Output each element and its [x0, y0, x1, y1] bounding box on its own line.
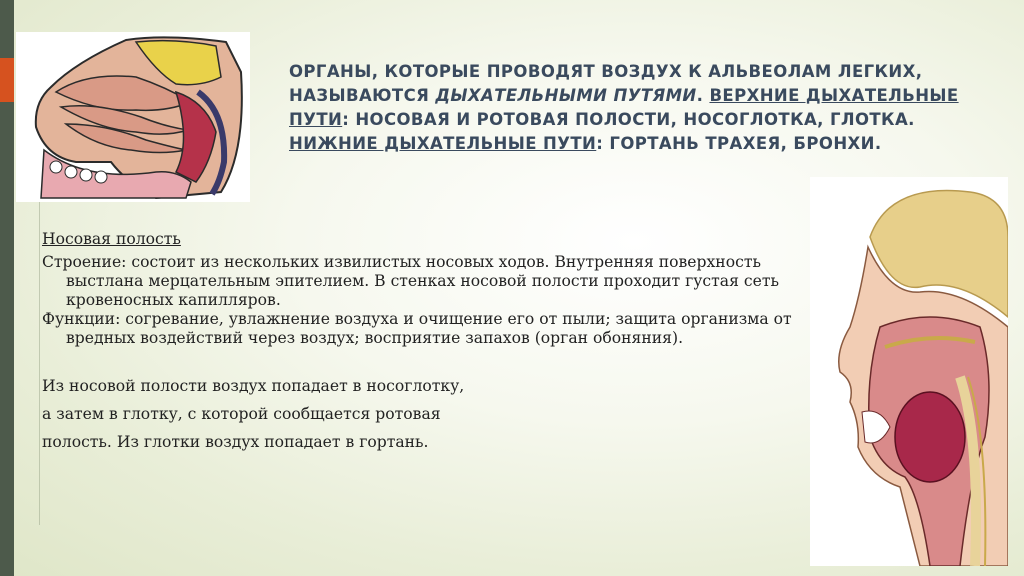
airflow-line-3: полость. Из глотки воздух попадает в гортань.	[42, 433, 429, 451]
airflow-line-2: а затем в глотку, с которой сообщается ротовая	[42, 405, 441, 423]
slide-body	[42, 230, 802, 456]
head-section-illustration	[810, 177, 1008, 566]
slide-title	[289, 60, 989, 156]
title-italic-term: ДЫХАТЕЛЬНЫМИ ПУТЯМИ	[435, 86, 697, 105]
structure-paragraph: Строение: состоит из нескольких извилистых носовых ходов. Внутренняя поверхность выстлана мерцательным эпителием. В стенках носовой полости проходит густая сеть кровеносных капилляров.	[42, 253, 779, 309]
section-heading: Носовая полость	[42, 230, 181, 248]
title-part-3: : НОСОВАЯ И РОТОВАЯ ПОЛОСТИ, НОСОГЛОТКА, ГЛОТКА.	[342, 110, 915, 129]
title-part-2: .	[696, 86, 710, 105]
bullet-guide-line	[39, 195, 40, 525]
left-accent-mark	[0, 58, 14, 102]
title-part-4: : ГОРТАНЬ ТРАХЕЯ, БРОНХИ.	[596, 134, 882, 153]
nasal-cavity-illustration	[16, 32, 250, 202]
title-part-1: ОРГАНЫ, КОТОРЫЕ ПРОВОДЯТ ВОЗДУХ К АЛЬВЕОЛАМ ЛЕГКИХ, НАЗЫВАЮТСЯ	[289, 62, 923, 105]
functions-paragraph: Функции: согревание, увлажнение воздуха и очищение его от пыли; защита организма от вредных воздействий через воздух; восприятие запахов (орган обоняния).	[42, 310, 792, 347]
upper-airways-label: ВЕРХНИЕ ДЫХАТЕЛЬНЫЕ ПУТИ	[289, 86, 959, 129]
airflow-line-1: Из носовой полости воздух попадает в носоглотку,	[42, 377, 465, 395]
lower-airways-label: НИЖНИЕ ДЫХАТЕЛЬНЫЕ ПУТИ	[289, 134, 597, 153]
